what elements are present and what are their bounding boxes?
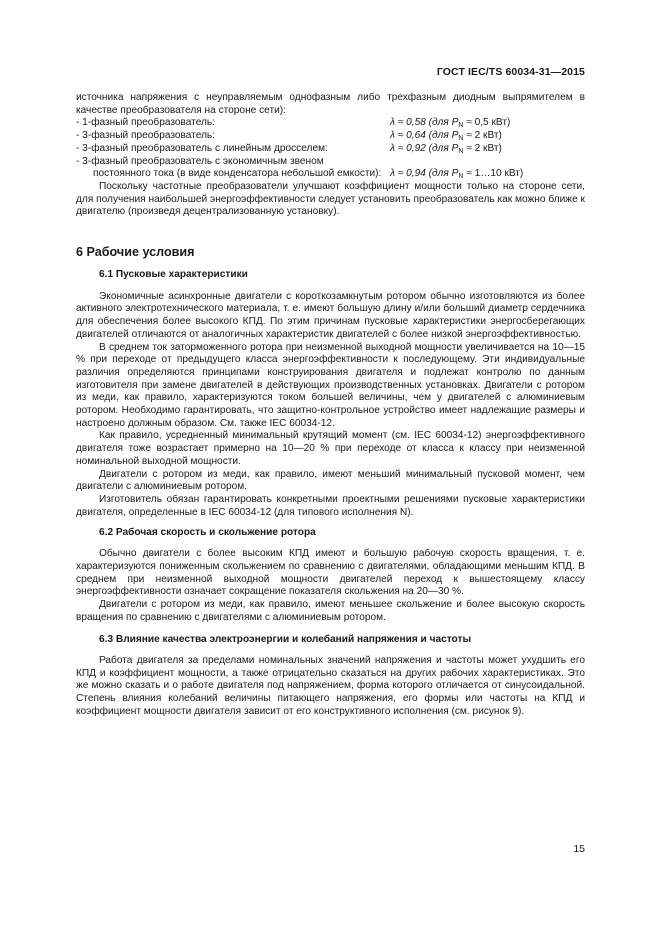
page-content	[76, 92, 585, 719]
paragraph: Изготовитель обязан гарантировать конкретными проектными решениями пусковые характеристики двигателя, определенные в IEC 60034-12 (для типового исполнения N).	[76, 493, 585, 518]
section-6-1-heading: 6.1 Пусковые характеристики	[99, 269, 248, 281]
list-item-value: λ ≈ 0,58 (для $P_N \approx 0,5$ кВт)	[390, 117, 511, 130]
list-item-value: λ ≈ 0,92 (для $P_N \approx 2$ кВт)	[390, 142, 502, 155]
list-item-label-cont: постоянного тока (в виде конденсатора небольшой емкости):	[93, 168, 382, 180]
paragraph: Экономичные асинхронные двигатели с короткозамкнутым ротором обычно изготовляются из более активного электротехнического материала, т. е. имеют большую длину и/или больший диаметр сердечника для обеспечения более высокого КПД. По этим причинам пусковые характеристики энергосберегающих двигателей отличаются от аналогичных характеристик двигателей с более низкой энергоэффективностью.	[76, 290, 585, 340]
section-6-2-heading: 6.2 Рабочая скорость и скольжение ротора	[99, 527, 316, 539]
paragraph: Работа двигателя за пределами номинальных значений напряжения и частоты может ухудшить его КПД и коэффициент мощности, а также отрицательно сказаться на других рабочих характеристиках. Это же можно сказать и о работе двигателя под напряжением, форма которого отличается от синусоидальной. Степень влияния колебаний величины питающего напряжения, его формы или частоты на КПД и коэффициент мощности двигателя зависит от его конструктивного исполнения (см. рисунок 9).	[76, 655, 585, 717]
list-item	[76, 143, 585, 156]
list-item-value: λ ≈ 0,64 (для $P_N \approx 2$ кВт)	[390, 130, 502, 143]
converter-list	[76, 117, 585, 181]
paragraph: Обычно двигатели с более высоким КПД имеют и большую рабочую скорость вращения, т. е. характеризуются пониженным скольжением по сравнению с двигателями, обладающими меньшим КПД. В среднем при неизменной выходной мощности двигателей переход к вышестоящему классу энергоэффективности означает сокращение показателя скольжения на 20—30 %.	[76, 548, 585, 598]
document-header: ГОСТ IEC/TS 60034-31—2015	[436, 66, 585, 78]
intro-paragraph-1: источника напряжения с неуправляемым однофазным либо трехфазным диодным выпрямителем в качестве преобразователя на стороне сети):	[76, 92, 585, 116]
list-item	[76, 156, 585, 169]
page-number: 15	[573, 843, 585, 855]
list-item-label: - 3-фазный преобразователь с экономичным звеном	[76, 155, 324, 167]
paragraph: Двигатели с ротором из меди, как правило, имеют меньшее скольжение и более высокую скорость вращения по сравнению с двигателями с алюминиевым ротором.	[76, 598, 585, 623]
list-item	[76, 168, 585, 181]
list-item-label: - 3-фазный преобразователь с линейным дросселем:	[76, 142, 328, 154]
list-item-value: λ ≈ 0,94 (для $P_N$ ≈ 1…10 кВт)	[390, 168, 524, 181]
section-6-3-heading: 6.3 Влияние качества электроэнергии и колебаний напряжения и частоты	[99, 634, 472, 646]
list-item-label: - 1-фазный преобразователь:	[76, 117, 215, 129]
list-item	[76, 117, 585, 130]
section-6-heading: 6 Рабочие условия	[76, 245, 195, 260]
paragraph: В среднем ток заторможенного ротора при неизменной выходной мощности увеличивается на 10—15 % при переходе от предыдущего класса энергоэффективности к последующему. Эти индивидуальные различия определяются принципами конструирования двигателя и подлежат контролю по данным изготовителя при замене двигателей в действующих производственных установках. Двигатели с ротором из меди, как правило, характеризуются током большей величины, чем у двигателей с алюминиевым ротором. Необходимо гарантировать, что защитно-контрольное устройство имеет надлежащие размеры и настроено должным образом. См. также IEC 60034-12.	[76, 341, 585, 429]
list-item	[76, 130, 585, 143]
intro-paragraph-2: Поскольку частотные преобразователи улучшают коэффициент мощности только на стороне сети, для получения наибольшей энергоэффективности следует установить преобразователь как можно ближе к двигателю (произведя децентрализованную установку).	[76, 180, 585, 218]
paragraph: Двигатели с ротором из меди, как правило, имеют меньший минимальный пусковой момент, чем двигатели с алюминиевым ротором.	[76, 468, 585, 493]
list-item-label: - 3-фазный преобразователь:	[76, 130, 215, 142]
paragraph: Как правило, усредненный минимальный крутящий момент (см. IEC 60034-12) энергоэффективного двигателя тоже возрастает примерно на 10—20 % при переходе от класса к классу при неизменной номинальной выходной мощности.	[76, 430, 585, 467]
